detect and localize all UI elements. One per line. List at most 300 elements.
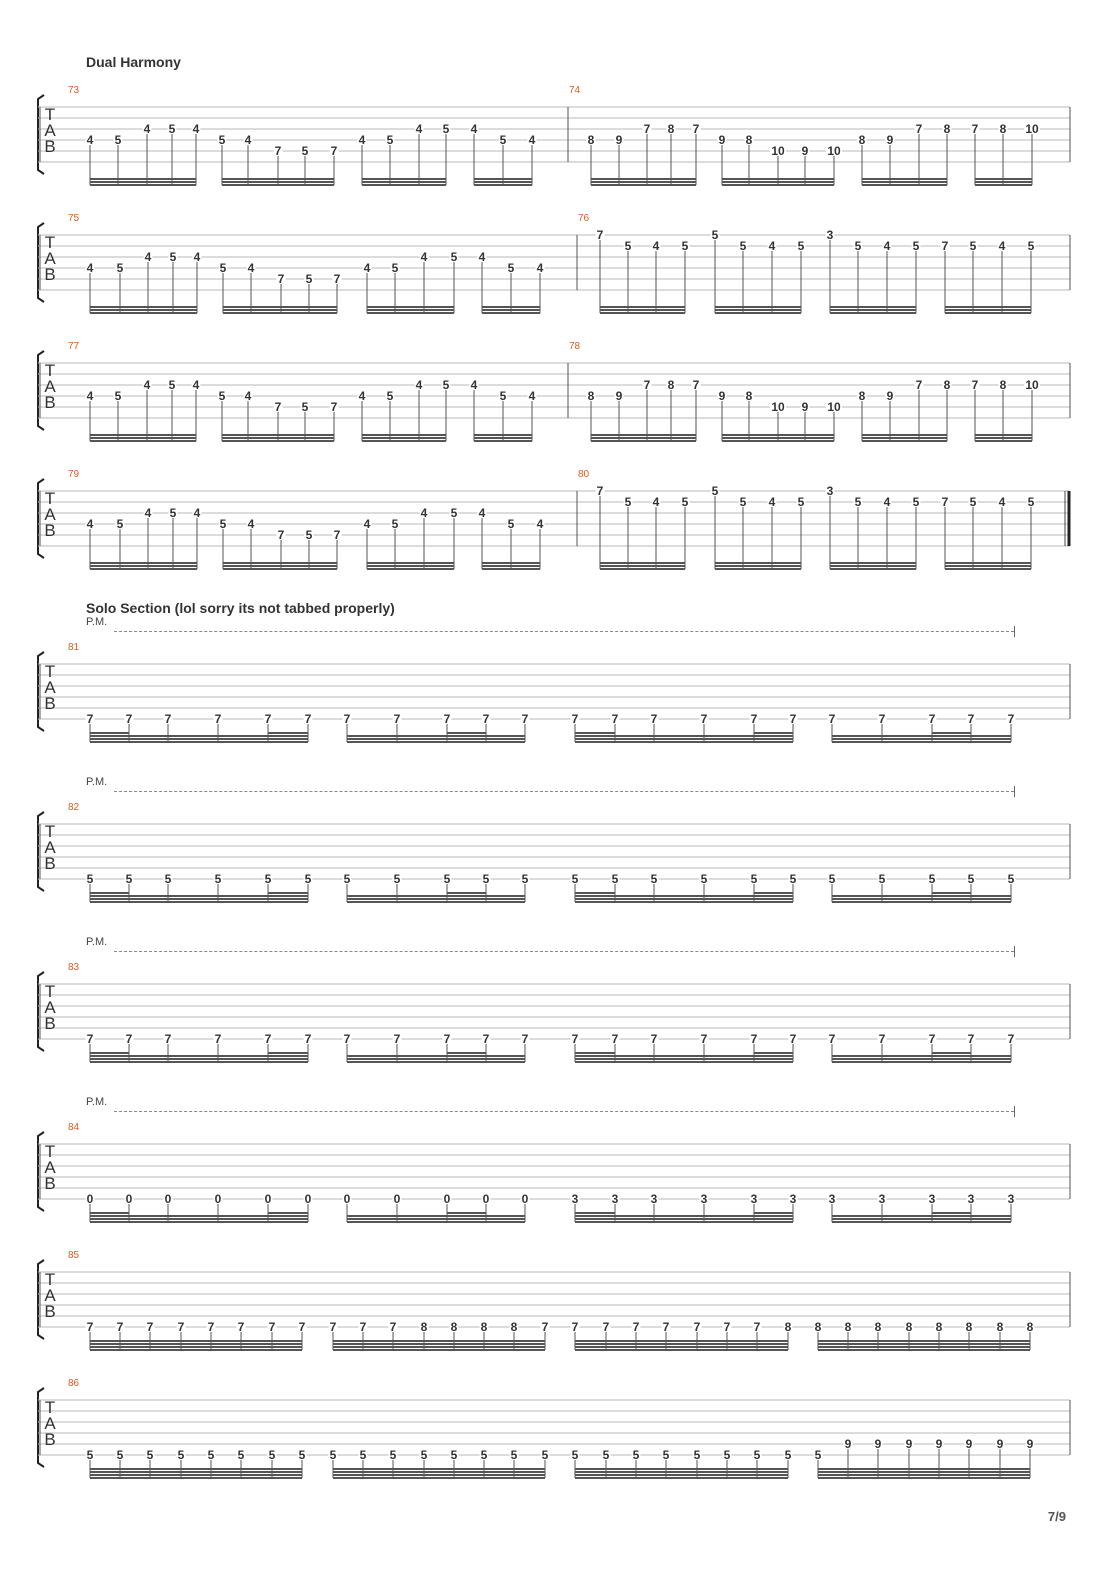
fret-number: 5 [1027,495,1035,509]
fret-number: 4 [470,122,478,136]
fret-number: 0 [482,1192,490,1206]
fret-number: 4 [478,250,486,264]
fret-number: 4 [247,261,255,275]
fret-number: 4 [143,378,151,392]
fret-number: 7 [700,1032,708,1046]
fret-number: 7 [941,495,949,509]
fret-number: 5 [114,389,122,403]
measure-number: 82 [68,802,80,813]
fret-number: 7 [596,484,604,498]
fret-number: 9 [886,133,894,147]
fret-number: 7 [333,272,341,286]
fret-number: 7 [700,712,708,726]
fret-number: 5 [218,133,226,147]
fret-number: 8 [999,122,1007,136]
fret-number: 5 [969,239,977,253]
fret-number: 4 [998,495,1006,509]
tab-clef-letter: A [44,121,56,140]
fret-number: 4 [192,378,200,392]
fret-number: 5 [611,872,619,886]
fret-number: 5 [912,239,920,253]
fret-number: 5 [237,1448,245,1462]
tab-clef-letter: B [44,265,56,284]
fret-number: 7 [928,1032,936,1046]
fret-number: 7 [277,528,285,542]
fret-number: 5 [168,122,176,136]
fret-number: 9 [718,133,726,147]
fret-number: 5 [854,239,862,253]
fret-number: 7 [971,378,979,392]
fret-number: 7 [521,712,529,726]
fret-number: 9 [844,1437,852,1451]
fret-number: 7 [274,144,282,158]
fret-number: 10 [827,400,841,414]
tab-clef-letter: B [44,393,56,412]
fret-number: 8 [943,378,951,392]
fret-number: 5 [169,250,177,264]
fret-number: 5 [393,872,401,886]
fret-number: 7 [611,1032,619,1046]
fret-number: 7 [482,1032,490,1046]
fret-number: 7 [125,712,133,726]
fret-number: 9 [886,389,894,403]
fret-number: 7 [828,712,836,726]
fret-number: 5 [442,378,450,392]
fret-number: 9 [1026,1437,1034,1451]
fret-number: 7 [330,400,338,414]
fret-number: 5 [521,872,529,886]
fret-number: 5 [301,400,309,414]
fret-number: 4 [86,389,94,403]
fret-number: 5 [391,261,399,275]
fret-number: 4 [652,239,660,253]
fret-number: 5 [681,239,689,253]
measure-number: 85 [68,1250,80,1261]
fret-number: 5 [304,872,312,886]
fret-number: 7 [214,1032,222,1046]
fret-number: 9 [615,133,623,147]
fret-number: 5 [86,1448,94,1462]
fret-number: 10 [771,400,785,414]
fret-number: 5 [359,1448,367,1462]
fret-number: 5 [219,261,227,275]
fret-number: 7 [443,712,451,726]
fret-number: 7 [277,272,285,286]
fret-number: 0 [304,1192,312,1206]
fret-number: 5 [116,1448,124,1462]
fret-number: 4 [768,495,776,509]
fret-number: 5 [784,1448,792,1462]
fret-number: 7 [214,712,222,726]
fret-number: 4 [652,495,660,509]
measure-number: 73 [68,85,80,96]
fret-number: 5 [723,1448,731,1462]
tab-clef-letter: T [44,489,56,508]
fret-number: 5 [116,261,124,275]
fret-number: 7 [692,378,700,392]
fret-number: 9 [801,400,809,414]
fret-number: 4 [86,261,94,275]
fret-number: 5 [482,872,490,886]
fret-number: 5 [86,872,94,886]
fret-number: 5 [541,1448,549,1462]
fret-number: 4 [998,239,1006,253]
fret-number: 5 [571,1448,579,1462]
tab-clef-letter: B [44,1174,56,1193]
fret-number: 5 [681,495,689,509]
fret-number: 4 [363,261,371,275]
tab-clef-letter: A [44,505,56,524]
fret-number: 5 [450,1448,458,1462]
fret-number: 7 [304,712,312,726]
fret-number: 5 [571,872,579,886]
fret-number: 9 [718,389,726,403]
fret-number: 4 [86,517,94,531]
fret-number: 7 [602,1320,610,1334]
fret-number: 5 [624,495,632,509]
fret-number: 3 [826,228,834,242]
measure-number: 86 [68,1378,80,1389]
fret-number: 7 [611,712,619,726]
fret-number: 4 [420,506,428,520]
fret-number: 5 [264,872,272,886]
fret-number: 0 [393,1192,401,1206]
fret-number: 4 [536,517,544,531]
fret-number: 9 [874,1437,882,1451]
fret-number: 9 [996,1437,1004,1451]
fret-number: 7 [298,1320,306,1334]
fret-number: 7 [789,712,797,726]
fret-number: 4 [143,122,151,136]
fret-number: 4 [244,389,252,403]
tab-clef-letter: A [44,1414,56,1433]
fret-number: 5 [114,133,122,147]
tab-clef-letter: T [44,662,56,681]
fret-number: 4 [883,495,891,509]
fret-number: 7 [86,1032,94,1046]
fret-number: 3 [789,1192,797,1206]
fret-number: 7 [915,378,923,392]
fret-number: 4 [415,122,423,136]
fret-number: 5 [125,872,133,886]
fret-number: 3 [700,1192,708,1206]
fret-number: 5 [967,872,975,886]
fret-number: 4 [528,389,536,403]
measure-number: 81 [68,642,80,653]
fret-number: 4 [192,122,200,136]
fret-number: 5 [268,1448,276,1462]
fret-number: 4 [247,517,255,531]
fret-number: 9 [615,389,623,403]
fret-number: 7 [237,1320,245,1334]
fret-number: 5 [443,872,451,886]
fret-number: 7 [878,712,886,726]
fret-number: 7 [643,378,651,392]
fret-number: 0 [264,1192,272,1206]
tab-clef-letter: T [44,1270,56,1289]
fret-number: 4 [768,239,776,253]
fret-number: 5 [301,144,309,158]
fret-number: 7 [789,1032,797,1046]
fret-number: 3 [828,1192,836,1206]
tab-clef-letter: B [44,854,56,873]
fret-number: 7 [146,1320,154,1334]
fret-number: 5 [878,872,886,886]
fret-number: 7 [750,712,758,726]
fret-number: 7 [304,1032,312,1046]
measure-number: 80 [578,469,590,480]
fret-number: 5 [298,1448,306,1462]
tab-clef-letter: T [44,982,56,1001]
fret-number: 4 [883,239,891,253]
tab-clef-letter: A [44,377,56,396]
fret-number: 7 [116,1320,124,1334]
fret-number: 5 [343,872,351,886]
palm-mute-label: P.M. [86,776,108,788]
section-title-dual-harmony: Dual Harmony [86,54,181,70]
fret-number: 0 [164,1192,172,1206]
fret-number: 4 [144,250,152,264]
fret-number: 5 [912,495,920,509]
fret-number: 4 [478,506,486,520]
fret-number: 4 [470,378,478,392]
fret-number: 5 [499,389,507,403]
fret-number: 3 [1007,1192,1015,1206]
fret-number: 5 [510,1448,518,1462]
fret-number: 7 [393,712,401,726]
tab-clef-letter: T [44,233,56,252]
fret-number: 7 [393,1032,401,1046]
fret-number: 4 [144,506,152,520]
tab-clef-letter: T [44,1142,56,1161]
fret-number: 5 [693,1448,701,1462]
fret-number: 5 [177,1448,185,1462]
fret-number: 7 [753,1320,761,1334]
fret-number: 5 [450,250,458,264]
fret-number: 10 [827,144,841,158]
fret-number: 5 [854,495,862,509]
fret-number: 5 [442,122,450,136]
fret-number: 7 [571,712,579,726]
fret-number: 7 [359,1320,367,1334]
fret-number: 7 [482,712,490,726]
fret-number: 5 [218,389,226,403]
fret-number: 5 [420,1448,428,1462]
fret-number: 8 [667,122,675,136]
measure-number: 74 [569,85,581,96]
fret-number: 7 [650,1032,658,1046]
fret-number: 5 [739,239,747,253]
fret-number: 7 [443,1032,451,1046]
fret-number: 7 [207,1320,215,1334]
fret-number: 5 [391,517,399,531]
fret-number: 5 [739,495,747,509]
fret-number: 5 [386,133,394,147]
fret-number: 7 [750,1032,758,1046]
fret-number: 10 [1025,378,1039,392]
fret-number: 4 [358,389,366,403]
fret-number: 3 [878,1192,886,1206]
fret-number: 5 [753,1448,761,1462]
fret-number: 3 [826,484,834,498]
fret-number: 8 [996,1320,1004,1334]
fret-number: 10 [1025,122,1039,136]
tab-clef-letter: B [44,1014,56,1033]
fret-number: 8 [874,1320,882,1334]
fret-number: 7 [125,1032,133,1046]
fret-number: 7 [941,239,949,253]
fret-number: 7 [274,400,282,414]
fret-number: 5 [624,239,632,253]
tab-clef-letter: T [44,105,56,124]
fret-number: 9 [801,144,809,158]
palm-mute-label: P.M. [86,1096,108,1108]
fret-number: 9 [965,1437,973,1451]
tab-clef-letter: T [44,1398,56,1417]
fret-number: 8 [784,1320,792,1334]
fret-number: 5 [711,228,719,242]
fret-number: 5 [814,1448,822,1462]
fret-number: 7 [571,1032,579,1046]
fret-number: 5 [499,133,507,147]
fret-number: 5 [969,495,977,509]
measure-number: 84 [68,1122,80,1133]
fret-number: 3 [650,1192,658,1206]
fret-number: 3 [928,1192,936,1206]
fret-number: 7 [596,228,604,242]
fret-number: 7 [1007,1032,1015,1046]
fret-number: 7 [329,1320,337,1334]
fret-number: 8 [858,133,866,147]
tab-clef-letter: A [44,1158,56,1177]
fret-number: 0 [343,1192,351,1206]
measure-number: 75 [68,213,80,224]
fret-number: 5 [450,506,458,520]
measure-number: 76 [578,213,590,224]
fret-number: 7 [915,122,923,136]
fret-number: 3 [967,1192,975,1206]
measure-number: 78 [569,341,581,352]
fret-number: 7 [692,122,700,136]
fret-number: 8 [999,378,1007,392]
fret-number: 3 [571,1192,579,1206]
palm-mute-label: P.M. [86,616,108,628]
fret-number: 7 [571,1320,579,1334]
fret-number: 4 [193,250,201,264]
fret-number: 4 [193,506,201,520]
fret-number: 0 [214,1192,222,1206]
fret-number: 7 [343,712,351,726]
fret-number: 0 [443,1192,451,1206]
fret-number: 4 [86,133,94,147]
fret-number: 7 [878,1032,886,1046]
fret-number: 8 [943,122,951,136]
fret-number: 5 [700,872,708,886]
fret-number: 5 [168,378,176,392]
fret-number: 7 [264,1032,272,1046]
fret-number: 4 [420,250,428,264]
tab-clef-letter: B [44,694,56,713]
fret-number: 5 [169,506,177,520]
fret-number: 8 [587,389,595,403]
fret-number: 9 [905,1437,913,1451]
fret-number: 5 [1007,872,1015,886]
fret-number: 3 [750,1192,758,1206]
fret-number: 4 [536,261,544,275]
tab-clef-letter: A [44,249,56,268]
fret-number: 8 [905,1320,913,1334]
fret-number: 4 [363,517,371,531]
fret-number: 7 [693,1320,701,1334]
fret-number: 7 [86,1320,94,1334]
fret-number: 5 [828,872,836,886]
fret-number: 5 [789,872,797,886]
fret-number: 7 [967,1032,975,1046]
fret-number: 8 [1026,1320,1034,1334]
fret-number: 5 [116,517,124,531]
fret-number: 8 [745,133,753,147]
tab-clef-letter: B [44,1430,56,1449]
tab-clef-letter: B [44,137,56,156]
fret-number: 8 [420,1320,428,1334]
fret-number: 8 [480,1320,488,1334]
fret-number: 5 [928,872,936,886]
tab-clef-letter: T [44,822,56,841]
fret-number: 5 [507,261,515,275]
fret-number: 5 [632,1448,640,1462]
tab-clef-letter: B [44,521,56,540]
fret-number: 8 [510,1320,518,1334]
fret-number: 5 [711,484,719,498]
fret-number: 4 [244,133,252,147]
fret-number: 8 [814,1320,822,1334]
fret-number: 7 [1007,712,1015,726]
fret-number: 5 [750,872,758,886]
fret-number: 7 [343,1032,351,1046]
fret-number: 8 [587,133,595,147]
fret-number: 5 [797,495,805,509]
fret-number: 7 [86,712,94,726]
fret-number: 7 [643,122,651,136]
fret-number: 7 [164,712,172,726]
fret-number: 5 [219,517,227,531]
fret-number: 7 [333,528,341,542]
fret-number: 7 [541,1320,549,1334]
fret-number: 7 [264,712,272,726]
tab-clef-letter: A [44,998,56,1017]
fret-number: 4 [415,378,423,392]
fret-number: 8 [745,389,753,403]
tab-clef-letter: A [44,838,56,857]
fret-number: 10 [771,144,785,158]
fret-number: 0 [125,1192,133,1206]
fret-number: 5 [797,239,805,253]
fret-number: 5 [389,1448,397,1462]
fret-number: 7 [723,1320,731,1334]
fret-number: 8 [667,378,675,392]
fret-number: 7 [828,1032,836,1046]
fret-number: 7 [662,1320,670,1334]
fret-number: 5 [507,517,515,531]
fret-number: 8 [935,1320,943,1334]
fret-number: 5 [650,872,658,886]
tab-clef-letter: A [44,678,56,697]
page-number: 7/9 [1047,1509,1066,1524]
measure-number: 79 [68,469,80,480]
fret-number: 5 [329,1448,337,1462]
fret-number: 7 [389,1320,397,1334]
fret-number: 0 [521,1192,529,1206]
